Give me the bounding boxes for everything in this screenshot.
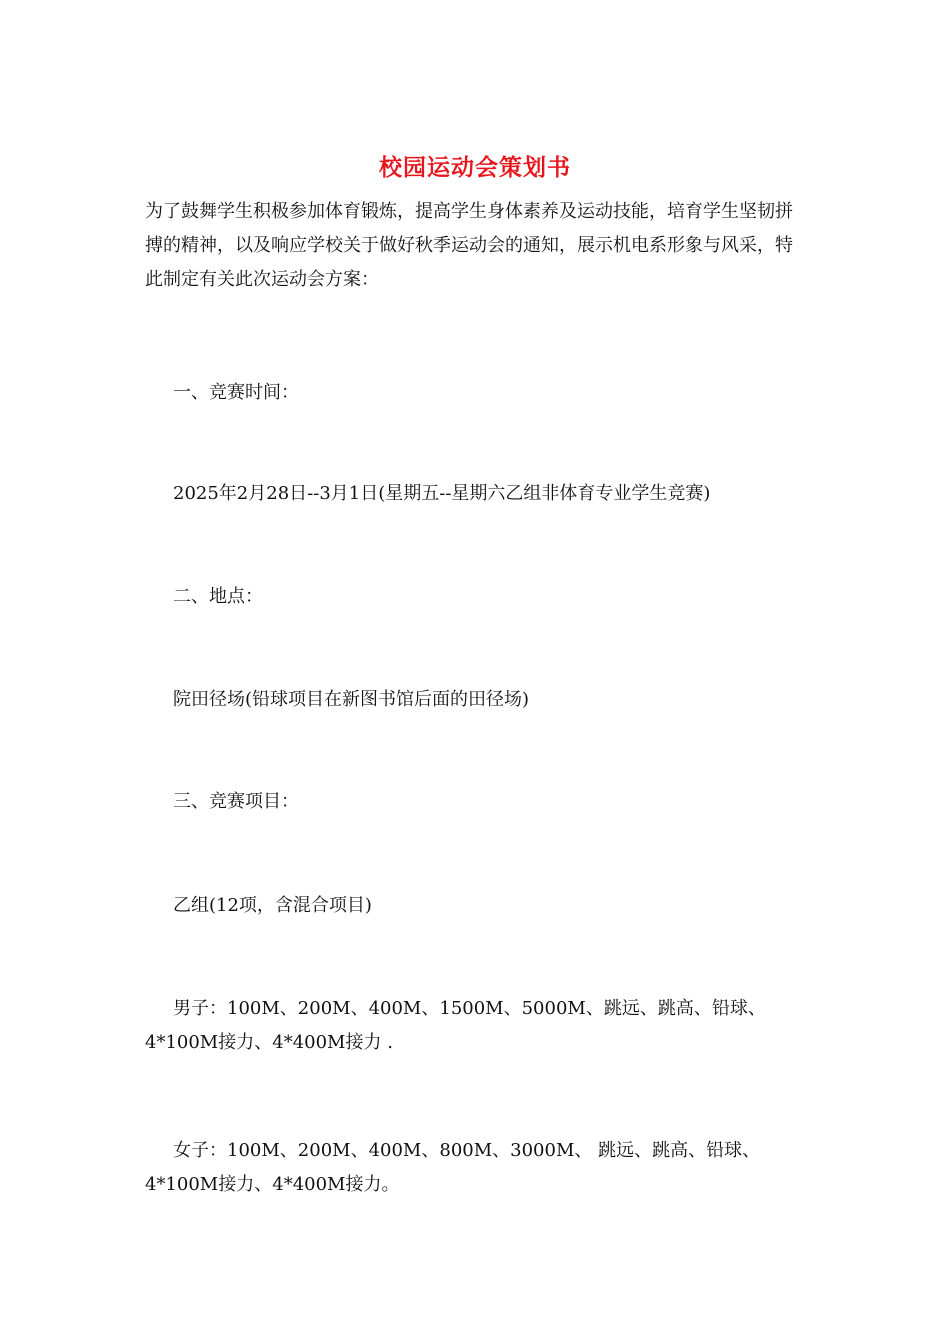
section-heading-location: 二、地点： [173, 586, 263, 607]
men-events-text: 男子：100M、200M、400M、1500M、5000M、跳远、跳高、铅球、4*100M接力、4*400M接力 . [145, 998, 766, 1053]
document-title: 校园运动会策划书 [379, 154, 571, 181]
competition-dates: 2025年2月28日--3月1日(星期五--星期六乙组非体育专业学生竞赛) [173, 483, 711, 504]
section-heading-time: 一、竞赛时间： [173, 382, 299, 403]
group-b-text: 乙组(12项，含混合项目) [173, 895, 372, 916]
women-events-text: 女子：100M、200M、400M、800M、3000M、 跳远、跳高、铅球、4*100M接力、4*400M接力。 [145, 1140, 761, 1195]
intro-paragraph: 为了鼓舞学生积极参加体育锻炼，提高学生身体素养及运动技能，培育学生坚韧拼搏的精神，以及响应学校关于做好秋季运动会的通知，展示机电系形象与风采，特此制定有关此次运动会方案： [145, 201, 793, 290]
section-heading-events: 三、竞赛项目： [173, 791, 299, 812]
venue-text: 院田径场(铅球项目在新图书馆后面的田径场) [173, 689, 530, 710]
